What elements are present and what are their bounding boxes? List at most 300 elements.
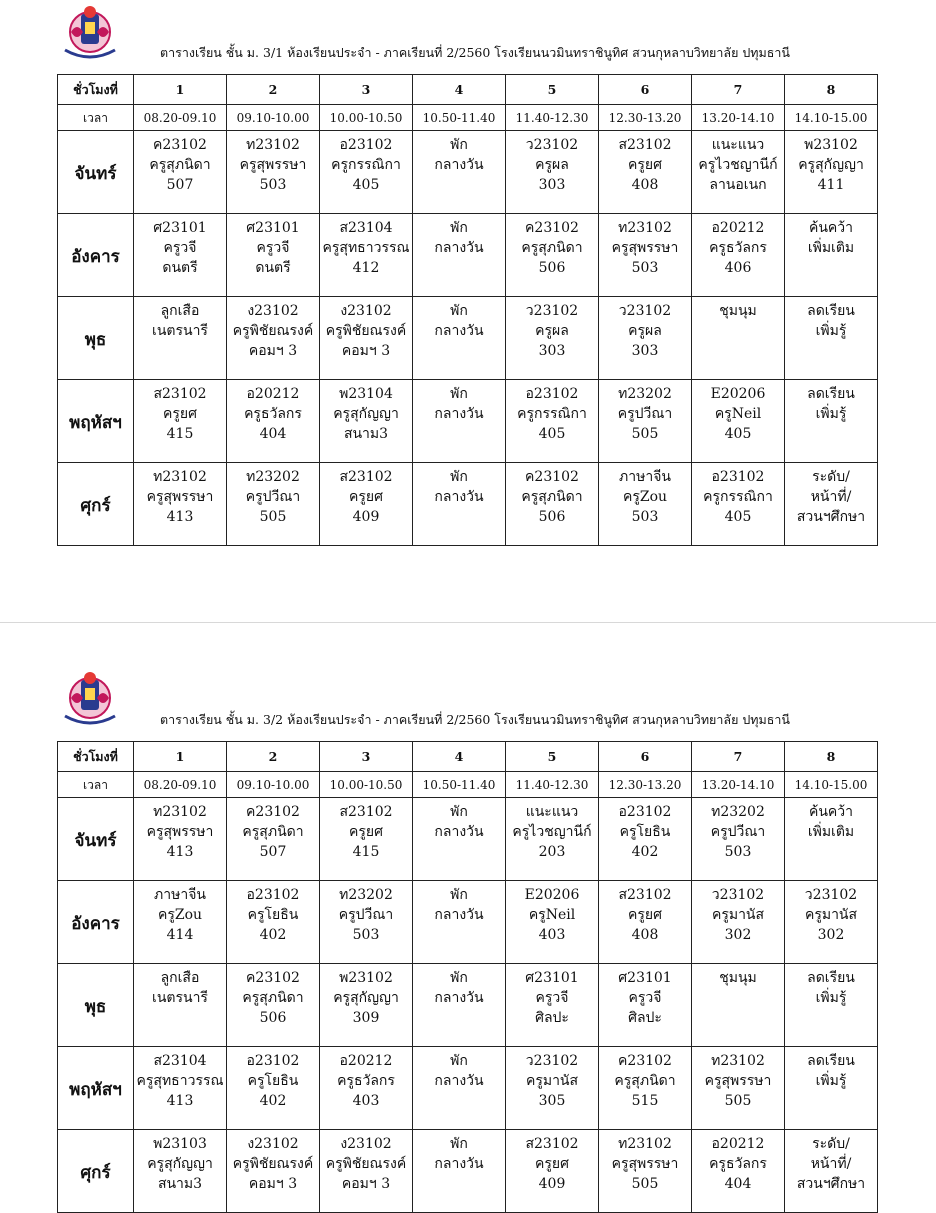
class-cell-line: หน้าที่/ (810, 1156, 852, 1172)
class-cell-line: สนาม3 (157, 1176, 203, 1192)
day-row (58, 297, 878, 380)
class-cell-line: 302 (817, 927, 845, 943)
class-cell (506, 798, 599, 881)
class-cell-line: อ20212 (711, 220, 765, 236)
period-header-label: ชั่วโมงที่ (58, 742, 134, 772)
class-cell-line: ท23102 (246, 137, 300, 153)
time-row (58, 105, 878, 131)
class-cell-line: ครูปวีณา (245, 489, 301, 505)
class-cell-line: ศ23101 (246, 220, 300, 236)
timetable-sheet-2 (0, 600, 936, 1200)
class-cell-line: อ23102 (246, 1053, 300, 1069)
class-cell-line: ครูโยธิน (247, 907, 299, 923)
class-cell (227, 463, 320, 546)
class-cell-line: ครูสุกัญญา (333, 990, 399, 1006)
class-cell (692, 964, 785, 1047)
class-cell-line: 403 (538, 927, 566, 943)
class-cell (785, 881, 878, 964)
school-logo-icon (57, 2, 123, 64)
class-cell-line: เนตรนารี (152, 323, 208, 339)
class-cell-line: 409 (538, 1176, 566, 1192)
class-cell-line: อ20212 (339, 1053, 393, 1069)
class-cell-line: ภาษาจีน (154, 887, 206, 903)
time-slot: 11.40-12.30 (506, 105, 599, 131)
class-cell-line: 404 (259, 426, 287, 442)
class-cell-line: หน้าที่/ (810, 489, 852, 505)
class-cell-line: ลดเรียน (807, 970, 855, 986)
class-cell (599, 297, 692, 380)
class-cell (320, 964, 413, 1047)
class-cell-line: 403 (352, 1093, 380, 1109)
class-cell-line: 505 (259, 509, 287, 525)
class-cell-line: ท23102 (711, 1053, 765, 1069)
class-cell (692, 214, 785, 297)
class-cell (599, 1130, 692, 1213)
class-cell-line: ครูสุพรรษา (611, 240, 679, 256)
class-cell-line: ค23102 (525, 220, 579, 236)
day-name: ศุกร์ (58, 463, 134, 546)
day-name: อังคาร (58, 214, 134, 297)
class-cell (413, 1047, 506, 1130)
class-cell-line: ง23102 (247, 1136, 299, 1152)
class-cell-line: ครูโยธิน (247, 1073, 299, 1089)
class-cell-line: แนะแนว (525, 804, 579, 820)
class-cell (506, 297, 599, 380)
class-cell-line: พัก (450, 1053, 468, 1069)
class-cell-line: ครูผล (535, 323, 569, 339)
class-cell-line: ครูยศ (163, 406, 197, 422)
class-cell-line: ครูยศ (628, 907, 662, 923)
class-cell-line: ภาษาจีน (619, 469, 671, 485)
class-cell-line: กลางวัน (434, 240, 484, 256)
class-cell-line: ท23202 (339, 887, 393, 903)
class-cell-line: กลางวัน (434, 907, 484, 923)
class-cell-line: พ23102 (339, 970, 393, 986)
class-cell-line: ชุมนุม (719, 970, 757, 986)
class-cell-line: ครูสุทธาวรรณ (136, 1073, 224, 1089)
class-cell (506, 964, 599, 1047)
class-cell-line: ท23102 (153, 469, 207, 485)
class-cell-line: 405 (724, 509, 752, 525)
class-cell-line: ครูสุทธาวรรณ (322, 240, 410, 256)
class-cell-line: 412 (352, 260, 380, 276)
class-cell-line: ครูพิชัยณรงค์ (325, 323, 407, 339)
class-cell-line: ครูสุพรรษา (611, 1156, 679, 1172)
class-cell-line: 203 (538, 844, 566, 860)
class-cell (506, 1130, 599, 1213)
class-cell-line: ครูกรรณิกา (703, 489, 773, 505)
class-cell-line: ส23104 (339, 220, 393, 236)
class-cell-line: ค้นคว้า (808, 804, 854, 820)
class-cell-line: ท23202 (711, 804, 765, 820)
class-cell-line: 411 (817, 177, 845, 193)
class-cell-line: พัก (450, 386, 468, 402)
class-cell-line: 503 (631, 260, 659, 276)
class-cell (227, 380, 320, 463)
period-header-label: ชั่วโมงที่ (58, 75, 134, 105)
class-cell (227, 297, 320, 380)
period-number: 4 (413, 742, 506, 772)
class-cell-line: ท23102 (618, 220, 672, 236)
day-name: ศุกร์ (58, 1130, 134, 1213)
time-row (58, 772, 878, 798)
time-slot: 12.30-13.20 (599, 105, 692, 131)
class-cell (320, 881, 413, 964)
class-cell-line: 402 (259, 1093, 287, 1109)
class-cell-line: ครูปวีณา (617, 406, 673, 422)
period-number: 2 (227, 742, 320, 772)
period-number: 3 (320, 75, 413, 105)
class-cell (413, 881, 506, 964)
time-slot: 13.20-14.10 (692, 105, 785, 131)
class-cell-line: ครูกรรณิกา (331, 157, 401, 173)
class-cell (599, 964, 692, 1047)
day-name: พุธ (58, 297, 134, 380)
class-cell (599, 214, 692, 297)
class-cell-line: 414 (166, 927, 194, 943)
period-number: 7 (692, 742, 785, 772)
class-cell-line: เพิ่มรู้ (815, 1073, 847, 1089)
class-cell-line: E20206 (710, 386, 766, 402)
class-cell (227, 1047, 320, 1130)
time-slot: 09.10-10.00 (227, 772, 320, 798)
class-cell (506, 131, 599, 214)
class-cell (785, 214, 878, 297)
class-cell-line: ครูสุภนิดา (614, 1073, 676, 1089)
class-cell-line: ลดเรียน (807, 1053, 855, 1069)
class-cell-line: ชุมนุม (719, 303, 757, 319)
class-cell-line: ครูสุภนิดา (521, 489, 583, 505)
class-cell (320, 1130, 413, 1213)
class-cell-line: ค23102 (525, 469, 579, 485)
day-row (58, 964, 878, 1047)
class-cell (506, 214, 599, 297)
class-cell (692, 380, 785, 463)
class-cell-line: ครูมานัส (804, 907, 858, 923)
class-cell-line: กลางวัน (434, 990, 484, 1006)
class-cell-line: ครูยศ (349, 489, 383, 505)
class-cell-line: ศิลปะ (628, 1010, 662, 1026)
class-cell-line: ครูยศ (535, 1156, 569, 1172)
class-cell (785, 297, 878, 380)
period-number: 4 (413, 75, 506, 105)
period-number: 8 (785, 742, 878, 772)
class-cell-line: 405 (538, 426, 566, 442)
class-cell (692, 297, 785, 380)
class-cell-line: ว23102 (711, 887, 765, 903)
class-cell (413, 964, 506, 1047)
class-cell-line: 408 (631, 927, 659, 943)
class-cell-line: ง23102 (340, 1136, 392, 1152)
class-cell-line: ครูไวชญานีก์ (512, 824, 592, 840)
class-cell (320, 463, 413, 546)
class-cell-line: ครูZou (157, 907, 203, 923)
class-cell-line: ดนตรี (162, 260, 198, 276)
class-cell-line: ครูสุกัญญา (147, 1156, 213, 1172)
class-cell-line: ครูกรรณิกา (517, 406, 587, 422)
class-cell-line: ลดเรียน (807, 386, 855, 402)
class-cell (599, 1047, 692, 1130)
class-cell-line: ระดับ/ (812, 1136, 850, 1152)
class-cell (599, 463, 692, 546)
time-slot: 10.50-11.40 (413, 105, 506, 131)
class-cell-line: อ23102 (618, 804, 672, 820)
class-cell-line: แนะแนว (711, 137, 765, 153)
class-cell-line: 413 (166, 509, 194, 525)
class-cell-line: ง23102 (247, 303, 299, 319)
class-cell-line: 305 (538, 1093, 566, 1109)
class-cell-line: ครูวจี (628, 990, 662, 1006)
class-cell-line: ครูวจี (163, 240, 197, 256)
class-cell (320, 214, 413, 297)
class-cell (692, 798, 785, 881)
day-rows (58, 131, 878, 546)
day-row (58, 798, 878, 881)
class-cell (134, 214, 227, 297)
class-cell-line: ครูสุพรรษา (239, 157, 307, 173)
class-cell-line: ค23102 (618, 1053, 672, 1069)
class-cell (785, 798, 878, 881)
class-cell-line: 505 (631, 1176, 659, 1192)
class-cell-line: พัก (450, 303, 468, 319)
class-cell-line: 507 (259, 844, 287, 860)
class-cell-line: ครูNeil (714, 406, 762, 422)
class-cell-line: ครูผล (535, 157, 569, 173)
day-row (58, 214, 878, 297)
class-cell-line: กลางวัน (434, 323, 484, 339)
class-cell (413, 798, 506, 881)
period-number: 8 (785, 75, 878, 105)
class-cell-line: ครูพิชัยณรงค์ (325, 1156, 407, 1172)
class-cell-line: 303 (538, 177, 566, 193)
class-cell-line: 413 (166, 844, 194, 860)
class-cell (134, 1130, 227, 1213)
class-cell-line: 303 (631, 343, 659, 359)
class-cell-line: สวนฯศึกษา (796, 1176, 866, 1192)
time-slot: 14.10-15.00 (785, 772, 878, 798)
class-cell-line: ท23102 (153, 804, 207, 820)
class-cell-line: ครูพิชัยณรงค์ (232, 323, 314, 339)
class-cell-line: อ23102 (711, 469, 765, 485)
class-cell-line: เพิ่มรู้ (815, 990, 847, 1006)
class-cell-line: ครูสุภนิดา (242, 824, 304, 840)
class-cell-line: 309 (352, 1010, 380, 1026)
class-cell (134, 1047, 227, 1130)
period-number: 2 (227, 75, 320, 105)
class-cell (320, 1047, 413, 1130)
class-cell (413, 463, 506, 546)
day-name: พฤหัสฯ (58, 1047, 134, 1130)
class-cell-line: พัก (450, 469, 468, 485)
class-cell-line: ครูZou (622, 489, 668, 505)
class-cell (785, 380, 878, 463)
class-cell-line: ครูยศ (349, 824, 383, 840)
class-cell-line: 405 (352, 177, 380, 193)
class-cell (506, 463, 599, 546)
class-cell (692, 1047, 785, 1130)
class-cell (134, 881, 227, 964)
class-cell-line: กลางวัน (434, 1073, 484, 1089)
class-cell-line: 507 (166, 177, 194, 193)
class-cell-line: 302 (724, 927, 752, 943)
class-cell-line: 415 (352, 844, 380, 860)
class-cell (320, 131, 413, 214)
class-cell (134, 463, 227, 546)
class-cell-line: เพิ่มรู้ (815, 323, 847, 339)
class-cell (692, 881, 785, 964)
class-cell-line: ส23102 (339, 469, 393, 485)
class-cell-line: ค้นคว้า (808, 220, 854, 236)
class-cell (227, 214, 320, 297)
class-cell-line: พัก (450, 137, 468, 153)
class-cell-line: ง23102 (340, 303, 392, 319)
class-cell-line: ศ23101 (153, 220, 207, 236)
class-cell-line: ส23102 (339, 804, 393, 820)
time-slot: 12.30-13.20 (599, 772, 692, 798)
time-slot: 09.10-10.00 (227, 105, 320, 131)
time-slot: 10.00-10.50 (320, 772, 413, 798)
class-cell (506, 881, 599, 964)
class-cell-line: 413 (166, 1093, 194, 1109)
class-cell (413, 1130, 506, 1213)
period-number: 6 (599, 75, 692, 105)
class-cell-line: พัก (450, 1136, 468, 1152)
class-cell-line: เพิ่มเติม (807, 240, 855, 256)
timetable (57, 74, 878, 546)
day-name: อังคาร (58, 881, 134, 964)
class-cell (134, 380, 227, 463)
class-cell-line: 402 (259, 927, 287, 943)
class-cell-line: ครูยศ (628, 157, 662, 173)
class-cell-line: 506 (538, 260, 566, 276)
class-cell-line: อ23102 (246, 887, 300, 903)
class-cell (599, 380, 692, 463)
class-cell-line: คอมฯ 3 (341, 343, 391, 359)
class-cell-line: พ23102 (804, 137, 858, 153)
day-rows (58, 798, 878, 1213)
day-name: จันทร์ (58, 798, 134, 881)
class-cell-line: ครูวจี (256, 240, 290, 256)
class-cell-line: ส23102 (618, 137, 672, 153)
class-cell-line: ครูธวัลกร (337, 1073, 395, 1089)
class-cell-line: คอมฯ 3 (248, 343, 298, 359)
class-cell-line: ครูโยธิน (619, 824, 671, 840)
class-cell-line: ครูวจี (535, 990, 569, 1006)
class-cell (692, 1130, 785, 1213)
class-cell (599, 881, 692, 964)
class-cell-line: ครูมานัส (525, 1073, 579, 1089)
sheet-title: ตารางเรียน ชั้น ม. 3/1 ห้องเรียนประจำ - ภาคเรียนที่ 2/2560 โรงเรียนนวมินทราชินูทิศ สวนกุหลาบวิทยาลัย ปทุมธานี (160, 45, 790, 60)
class-cell-line: ระดับ/ (812, 469, 850, 485)
day-row (58, 1047, 878, 1130)
day-name: จันทร์ (58, 131, 134, 214)
class-cell-line: พ23103 (153, 1136, 207, 1152)
day-name: พฤหัสฯ (58, 380, 134, 463)
class-cell-line: ครูสุภนิดา (242, 990, 304, 1006)
class-cell-line: ครูปวีณา (338, 907, 394, 923)
class-cell (134, 131, 227, 214)
class-cell-line: 503 (724, 844, 752, 860)
class-cell-line: ว23102 (804, 887, 858, 903)
class-cell-line: คอมฯ 3 (248, 1176, 298, 1192)
class-cell (227, 131, 320, 214)
day-row (58, 463, 878, 546)
class-cell-line: ศ23101 (525, 970, 579, 986)
class-cell-line: 515 (631, 1093, 659, 1109)
class-cell-line: ครูสุพรรษา (146, 824, 214, 840)
class-cell-line: 409 (352, 509, 380, 525)
timetable (57, 741, 878, 1213)
class-cell-line: ท23202 (618, 386, 672, 402)
class-cell-line: ลานอเนก (709, 177, 767, 193)
class-cell-line: อ20212 (711, 1136, 765, 1152)
class-cell-line: อ23102 (339, 137, 393, 153)
class-cell-line: เพิ่มรู้ (815, 406, 847, 422)
class-cell-line: อ23102 (525, 386, 579, 402)
class-cell-line: 505 (724, 1093, 752, 1109)
time-header-label: เวลา (58, 105, 134, 131)
day-row (58, 881, 878, 964)
class-cell (785, 964, 878, 1047)
time-slot: 10.50-11.40 (413, 772, 506, 798)
time-slot: 10.00-10.50 (320, 105, 413, 131)
class-cell-line: ดนตรี (255, 260, 291, 276)
class-cell-line: ท23202 (246, 469, 300, 485)
class-cell (134, 964, 227, 1047)
class-cell-line: ส23104 (153, 1053, 207, 1069)
class-cell-line: ครูสุกัญญา (798, 157, 864, 173)
time-slot: 08.20-09.10 (134, 772, 227, 798)
time-slot: 11.40-12.30 (506, 772, 599, 798)
class-cell-line: ครูพิชัยณรงค์ (232, 1156, 314, 1172)
class-cell-line: ค23102 (246, 970, 300, 986)
class-cell-line: กลางวัน (434, 406, 484, 422)
class-cell-line: ว23102 (525, 137, 579, 153)
class-cell-line: ครูมานัส (711, 907, 765, 923)
time-header-label: เวลา (58, 772, 134, 798)
class-cell-line: ครูธวัลกร (709, 1156, 767, 1172)
class-cell-line: พัก (450, 887, 468, 903)
class-cell-line: ครูสุภนิดา (149, 157, 211, 173)
class-cell-line: 406 (724, 260, 752, 276)
class-cell-line: 402 (631, 844, 659, 860)
period-number: 1 (134, 742, 227, 772)
class-cell-line: ส23102 (525, 1136, 579, 1152)
class-cell (413, 214, 506, 297)
class-cell (227, 1130, 320, 1213)
period-number: 5 (506, 75, 599, 105)
class-cell-line: ครูสุพรรษา (146, 489, 214, 505)
class-cell-line: พัก (450, 804, 468, 820)
class-cell-line: ครูสุกัญญา (333, 406, 399, 422)
class-cell (785, 463, 878, 546)
class-cell-line: กลางวัน (434, 1156, 484, 1172)
class-cell-line: ว23102 (618, 303, 672, 319)
class-cell-line: สนาม3 (343, 426, 389, 442)
class-cell-line: ศ23101 (618, 970, 672, 986)
class-cell-line: ค23102 (246, 804, 300, 820)
class-cell-line: ว23102 (525, 1053, 579, 1069)
class-cell-line: ครูNeil (528, 907, 576, 923)
class-cell-line: สวนฯศึกษา (796, 509, 866, 525)
class-cell-line: ลดเรียน (807, 303, 855, 319)
class-cell (320, 798, 413, 881)
time-slot: 08.20-09.10 (134, 105, 227, 131)
period-number: 1 (134, 75, 227, 105)
class-cell-line: 408 (631, 177, 659, 193)
class-cell-line: 503 (352, 927, 380, 943)
class-cell (599, 798, 692, 881)
